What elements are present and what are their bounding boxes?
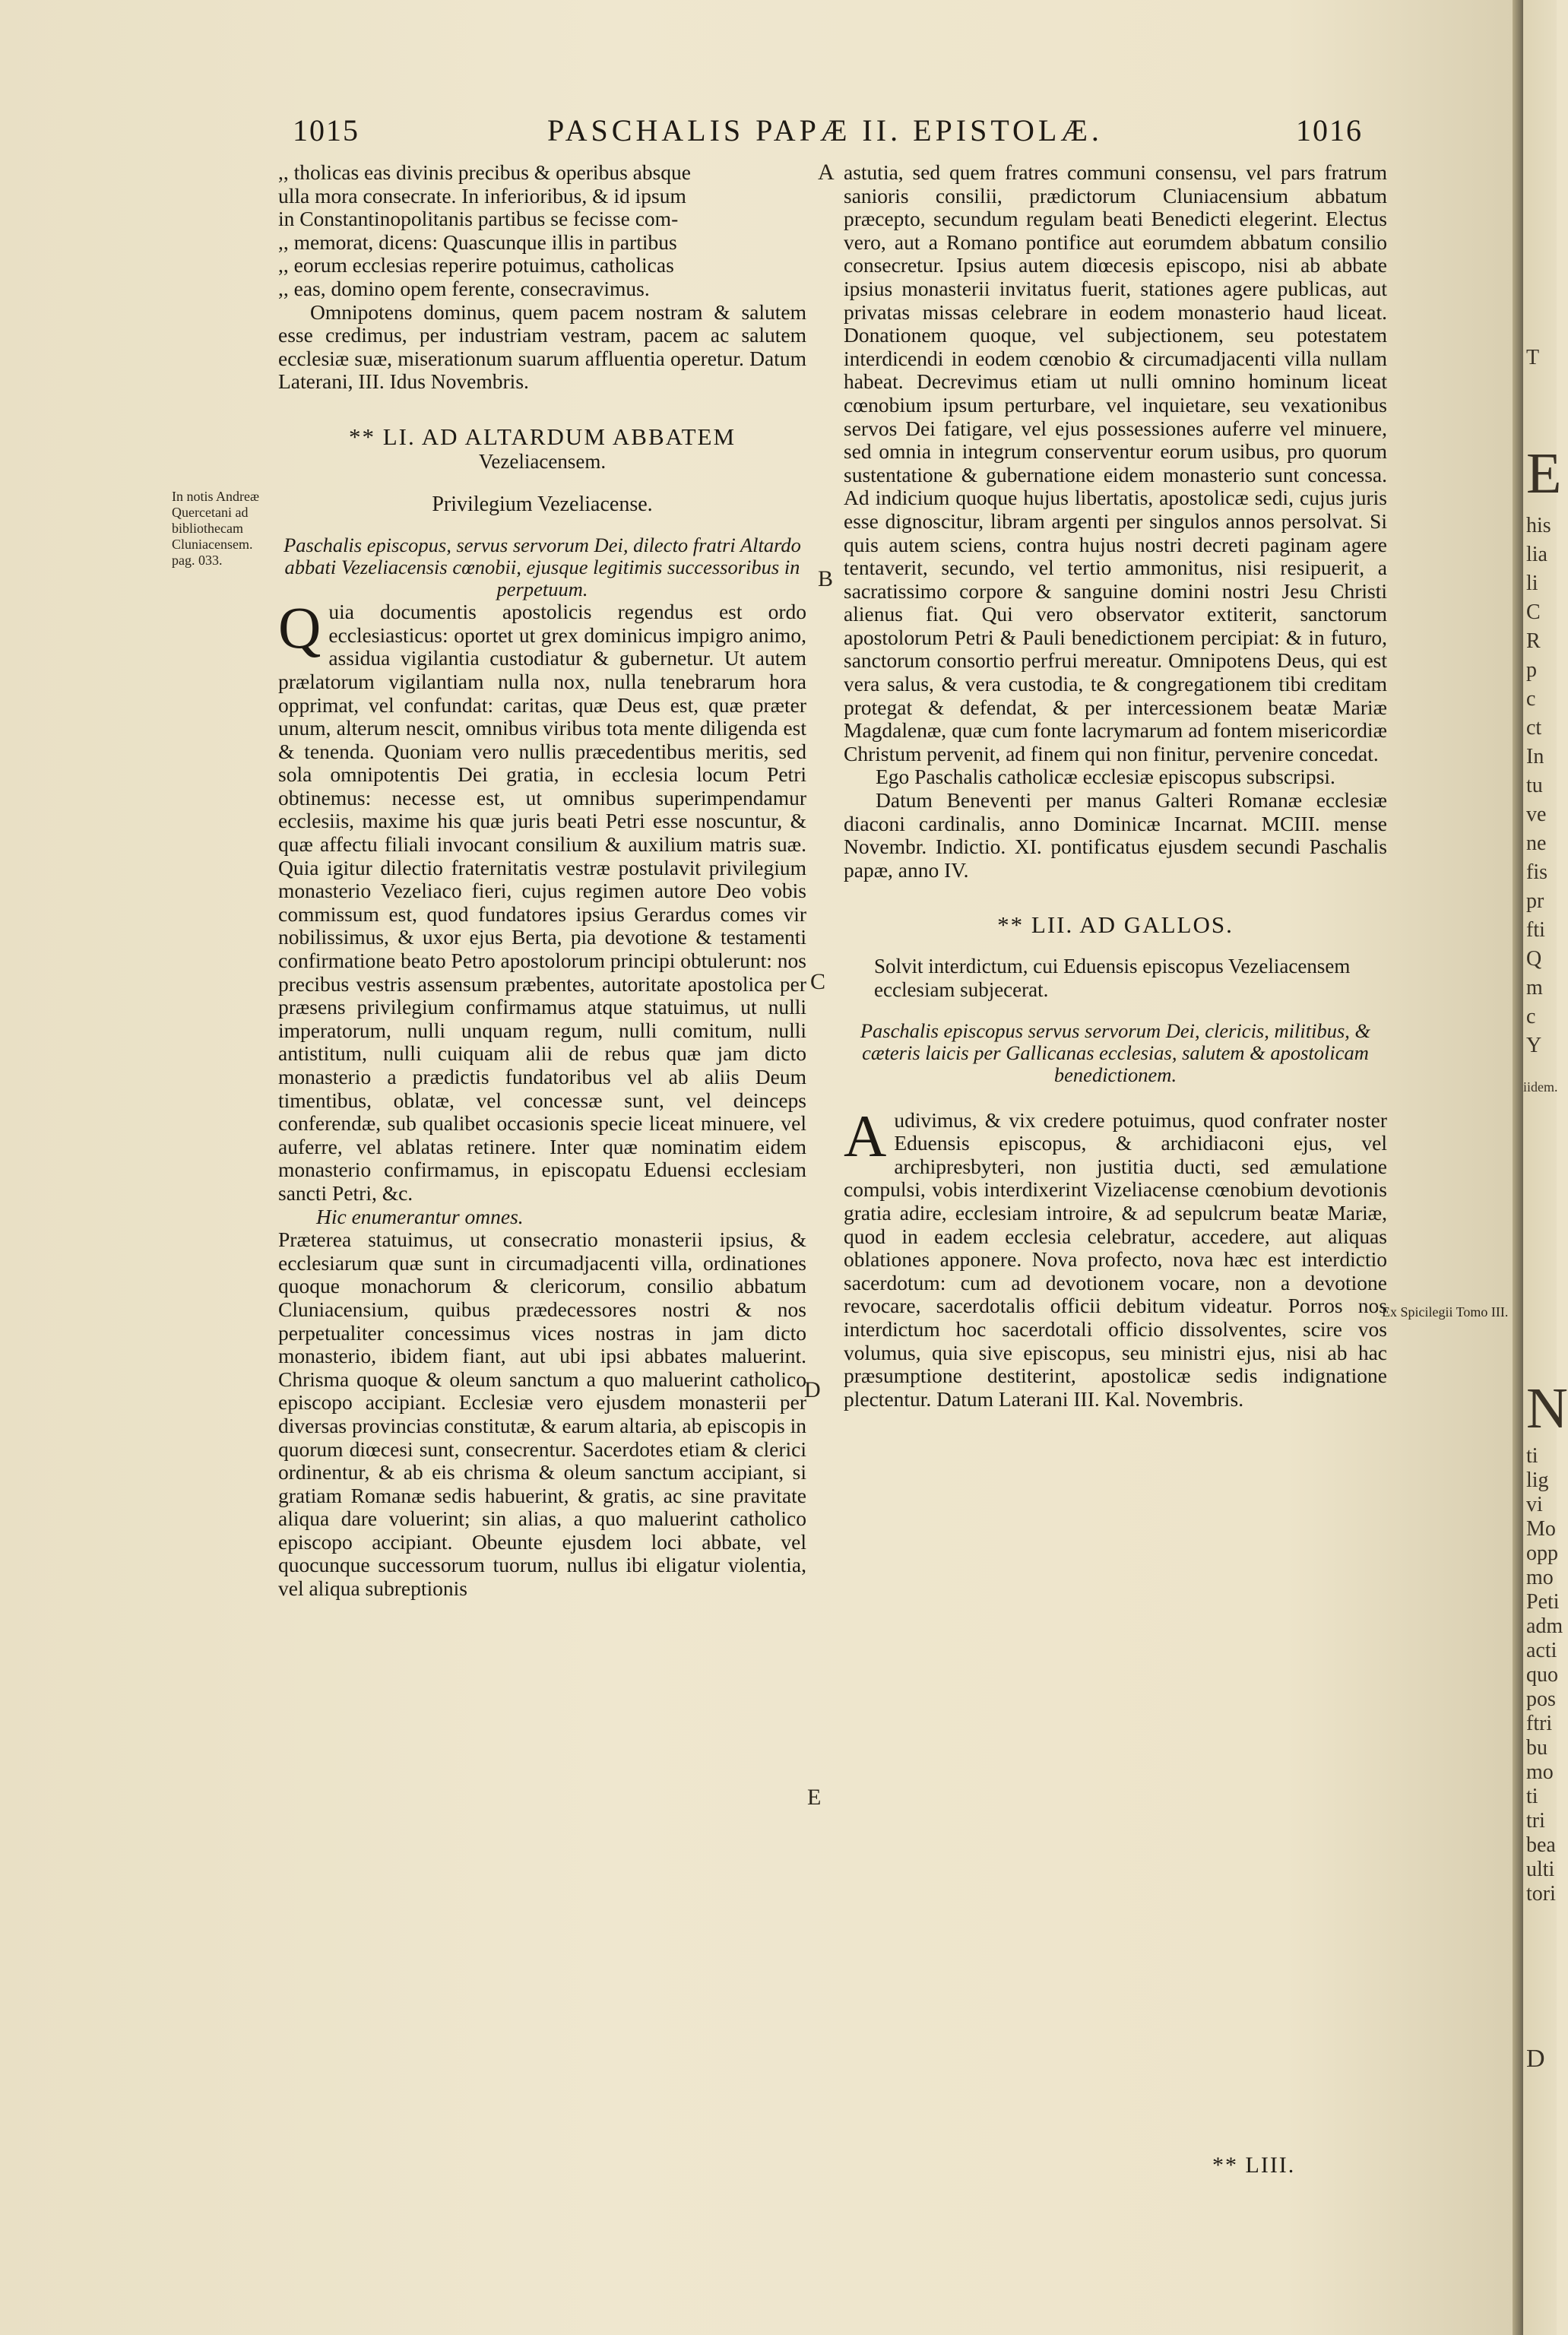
margin-note-right: Ex Spicilegii Tomo III.	[1382, 1304, 1509, 1320]
adjacent-text-fragment: opp	[1526, 1541, 1558, 1565]
quote-line: in Constantinopolitanis partibus se fecisse com-	[278, 207, 679, 231]
right-column	[844, 161, 1387, 1411]
adjacent-text-fragment: ve	[1526, 803, 1547, 826]
adjacent-text-fragment: Mo	[1526, 1517, 1556, 1541]
adjacent-text-fragment: T	[1526, 346, 1540, 369]
adjacent-text-fragment: bu	[1526, 1736, 1547, 1760]
adjacent-text-fragment: li	[1526, 572, 1538, 595]
adjacent-text-fragment: quo	[1526, 1663, 1558, 1687]
adjacent-text-fragment: p	[1526, 658, 1537, 682]
enumeration-note: Hic enumerantur omnes.	[316, 1204, 524, 1228]
next-letter-heading: ** LIII.	[1212, 2153, 1296, 2178]
quote-block	[278, 161, 806, 301]
quote-line: ,, eorum ecclesias reperire potuimus, catholicas	[278, 253, 674, 277]
section-letter-c: C	[810, 969, 826, 994]
adjacent-text-fragment: c	[1526, 1005, 1536, 1028]
section-letter-a: A	[818, 160, 835, 185]
adjacent-text-fragment: fti	[1526, 918, 1545, 942]
letter-51-body-continued: Præterea statuimus, ut consecratio monasterii ipsius, & ecclesiarum quæ sunt in circumadjacenti villa, ordinationes quoque monachorum & clericorum, consilio abbatum Cluniacensium, quibus prædecessores nostri & nos perpetualiter concessimus vices nostras in jam dicto monasterio, ibidem fiant, aut ubi ipsi abbates maluerint. Chrisma quoque & oleum sanctum a quo maluerint catholico episcopo accipiant. Ecclesiæ vero ejusdem monasterii per diversas provincias constitutæ, & earum altaria, ab episcopis in quorum diœcesi sunt, consecrentur. Sacerdotes etiam & clerici ordinentur, & ab eis chrisma & oleum sanctum accipiant, si gratiam Romanæ sedis habuerint, & gratis, ac sine pravitate aliqua dare voluerint; sin alias, a quo maluerint catholico episcopo accipiant. Obeunte ejusdem loci abbate, vel quocunque successorum tuorum, nullus ibi eligatur violentia, vel aliqua subreptionis	[278, 1228, 806, 1601]
adjacent-text-fragment: ti	[1526, 1444, 1538, 1468]
adjacent-text-fragment: tu	[1526, 774, 1543, 797]
left-page-number: 1015	[293, 113, 360, 147]
right-page-number: 1016	[1296, 113, 1363, 147]
adjacent-text-fragment: acti	[1526, 1639, 1557, 1662]
left-column	[278, 161, 806, 1601]
adjacent-text-fragment: tri	[1526, 1809, 1545, 1833]
letter-52-salutation: Paschalis episcopus servus servorum Dei, clericis, militibus, & cæteris laicis per Gallicanas ecclesias, salutem & apostolicam benedictionem.	[860, 1019, 1371, 1086]
adjacent-text-fragment: m	[1526, 976, 1543, 1000]
adjacent-text-fragment: mo	[1526, 1566, 1554, 1589]
section-letter-b: B	[818, 566, 834, 591]
letter-51-subheading: Vezeliacensem.	[478, 449, 607, 473]
adjacent-text-fragment: ne	[1526, 832, 1547, 855]
adjacent-text-fragment: lig	[1526, 1468, 1549, 1492]
letter-52-summary: Solvit interdictum, cui Eduensis episcopus Vezeliacensem ecclesiam subjecerat.	[874, 955, 1351, 1001]
adjacent-text-fragment: N	[1526, 1377, 1568, 1440]
adjacent-text-fragment: tori	[1526, 1882, 1556, 1906]
adjacent-text-fragment: E	[1526, 442, 1562, 505]
book-gutter	[1513, 0, 1523, 2335]
adjacent-text-fragment: bea	[1526, 1833, 1556, 1857]
privilege-title: Privilegium Vezeliacense.	[432, 492, 653, 516]
section-letter-d: D	[804, 1377, 821, 1402]
quote-line: ,, memorat, dicens: Quascunque illis in partibus	[278, 230, 677, 254]
adjacent-text-fragment: D	[1526, 2045, 1545, 2073]
adjacent-text-fragment: ulti	[1526, 1858, 1555, 1881]
subscription: Ego Paschalis catholicæ ecclesiæ episcopus subscripsi.	[876, 765, 1335, 789]
adjacent-text-fragment: his	[1526, 514, 1551, 537]
section-letter-e: E	[807, 1785, 822, 1810]
date-clause: Datum Beneventi per manus Galteri Romanæ ecclesiæ diaconi cardinalis, anno Dominicæ Incarnat. MCIII. mense Novembr. Indictio. XI. pontificatus ejusdem secundi Paschalis papæ, anno IV.	[844, 788, 1387, 882]
quote-line: ,, tholicas eas divinis precibus & operibus absque	[278, 160, 692, 184]
adjacent-text-fragment: In	[1526, 745, 1544, 768]
adjacent-text-fragment: Peti	[1526, 1590, 1560, 1614]
adjacent-text-fragment: ti	[1526, 1785, 1538, 1808]
adjacent-text-fragment: adm	[1526, 1614, 1563, 1638]
margin-note-left: In notis Andreæ Quercetani ad bibliothecam Cluniacensem. pag. 033.	[172, 489, 259, 568]
adjacent-text-fragment: ct	[1526, 716, 1542, 740]
running-title: PASCHALIS PAPÆ II. EPISTOLÆ.	[547, 113, 1103, 147]
adjacent-page-edge	[1523, 0, 1568, 2335]
letter-52-body: Audivimus, & vix credere potuimus, quod confrater noster Eduensis episcopus, & archidiaconi ejus, vel archipresbyteri, non justitia ducti, sed æmulatione compulsi, vobis interdixerint Vizeliacense cœnobium devotionis gratia adire, ecclesiam introire, & ad sepulcrum beatæ Mariæ, quod in eadem ecclesia celebratur, accedere, aut aliquas oblationes apponere. Nova profecto, nova hæc est interdictio sacerdotum: cum ad devotionem vocare, non a devotione revocare, sacerdotalis officii debitum videatur. Porros nos interdictum hoc sacerdotali officio dissolventes, scire vos volumus, quia sive episcopus, seu ministri ejus, nisi ab hac præsumptione destiterint, apostolicæ sedis indignatione plectentur. Datum Laterani III. Kal. Novembris.	[844, 1102, 1387, 1411]
adjacent-text-fragment: Y	[1526, 1034, 1542, 1057]
adjacent-text-fragment: pos	[1526, 1687, 1556, 1711]
letter-51-continuation: astutia, sed quem fratres communi consensu, vel pars fratrum sanioris consilii, prædictorum Cluniacensium abbatum præcepto, secundum regulam beati Benedicti elegerint. Electus vero, aut a Romano pontifice aut eorumdem abbatum consilio consecretur. Ipsius autem diœcesis episcopo, nisi ab abbate ipsius monasterii invitatus fuerit, stationes agere publicas, aut privatas missas celebrare in eodem monasterio haud liceat. Donationem quoque, vel subjectionem, seu potestatem interdicendi in eodem cœnobio & circumadjacenti villa nullam habeat. Decrevimus etiam ut nulli omnino hominum liceat cœnobium ipsum perturbare, vel inquietare, seu vexationibus servos Dei fatigare, vel ejus possessiones auferre vel minuere, sed omnia in integrum conserventur eorum usibus, pro quorum sustentatione & gubernatione eidem monasterio sunt concessa. Ad indicium quoque hujus libertatis, apostolicæ sedi, cujus juris esse dignoscitur, libram argenti per singulos annos persolvat. Si quis autem sciens, contra hujus nostri decreti paginam agere tentaverit, secundo, vel tertio ammonitus, nisi resipuerit, a sacratissimo corpore & sanguine domini nostri Jesu Christi alienus fiat. Qui vero observator extiterit, sanctorum apostolorum Petri & Pauli benedictionem percipiat: & in futuro, sanctorum consortio perfrui mereatur. Omnipotens Deus, qui est vera salus, & vera custodia, te & congregationem tibi creditam protegat & defendat, & per intercessionem beatæ Mariæ Magdalenæ, quæ cum fonte lacrymarum ad fontem misericordiæ Christum pervenit, ad finem qui non finitur, pervenire concedat.	[844, 160, 1387, 765]
adjacent-text-fragment: vi	[1526, 1493, 1543, 1516]
adjacent-text-fragment: ftri	[1526, 1712, 1553, 1735]
adjacent-text-fragment: Q	[1526, 947, 1542, 971]
adjacent-text-fragment: pr	[1526, 889, 1544, 913]
adjacent-text-fragment: C	[1526, 600, 1541, 624]
letter-52-heading: ** LII. AD GALLOS.	[997, 911, 1234, 939]
adjacent-text-fragment: mo	[1526, 1760, 1554, 1784]
quote-line: ulla mora consecrate. In inferioribus, & id ipsum	[278, 183, 686, 208]
adjacent-text-fragment: fis	[1526, 860, 1547, 884]
adjacent-text-fragment: iidem.	[1523, 1079, 1558, 1095]
closing-paragraph: Omnipotens dominus, quem pacem nostram & salutem esse credimus, per industriam vestram, pacem ac salutem ecclesiæ suæ, miserationum suarum affluentia operetur. Datum Laterani, III. Idus Novembris.	[278, 299, 806, 394]
letter-51-heading: ** LI. AD ALTARDUM ABBATEM	[348, 423, 736, 450]
adjacent-text-fragment: c	[1526, 687, 1536, 711]
quote-line: ,, eas, domino opem ferente, consecravimus.	[278, 276, 650, 300]
letter-51-salutation: Paschalis episcopus, servus servorum Dei, dilecto fratri Altardo abbati Vezeliacensis cœnobii, ejusque legitimis successoribus in perpetuum.	[284, 534, 801, 601]
adjacent-text-fragment: lia	[1526, 543, 1547, 566]
adjacent-text-fragment: R	[1526, 629, 1541, 653]
letter-51-body: Quia documentis apostolicis regendus est ordo ecclesiasticus: oportet ut grex dominicus impigro animo, assidua vigilantia custodiatur & gubernetur. Ut autem prælatorum vigilantiam nulla nox, nulla tenebrarum hora opprimat, vel confundat: caritas, quæ Deus est, quæ præter unum, alterum nescit, omnibus viribus tota mente diligenda est & tenenda. Quoniam vero nullis præcedentibus meritis, sed sola omnipotentis Dei gratia, in ecclesia locum Petri obtinemus: necesse est, ut omnibus superimpendamur ecclesiis, maxime his quæ juris beati Petri esse noscuntur, & quæ affectu filiali invocant consilium & auxilium matris suæ. Quia igitur dilectio fraternitatis vestræ postulavit privilegium monasterio Vezeliaco fieri, cujus regimen autore Deo vobis commissum est, quod fundatores ipsius Gerardus comes vir nobilissimus, & uxor ejus Berta, pia devotione & testamenti confirmatione beato Petro apostolorum principi obtulerunt: nos precibus vestris assensum præbentes, autoritate apostolica per præsens privilegium confirmamus atque statuimus, ut nulli imperatorum, nulli unquam regum, nulli comitum, nulli antistitum, nulli cuiquam alii de rebus quæ jam dicto monasterio a prædictis fundatoribus vel ab aliis Deum timentibus, oblatæ, vel concessæ sunt, vel deinceps conferendæ, sub qualibet occasionis specie liceat minuere, vel auferre, vel ablatas retinere. Inter quæ nominatim eidem monasterio confirmamus, in episcopatu Eduensi ecclesiam sancti Petri, &c.	[278, 594, 806, 1205]
